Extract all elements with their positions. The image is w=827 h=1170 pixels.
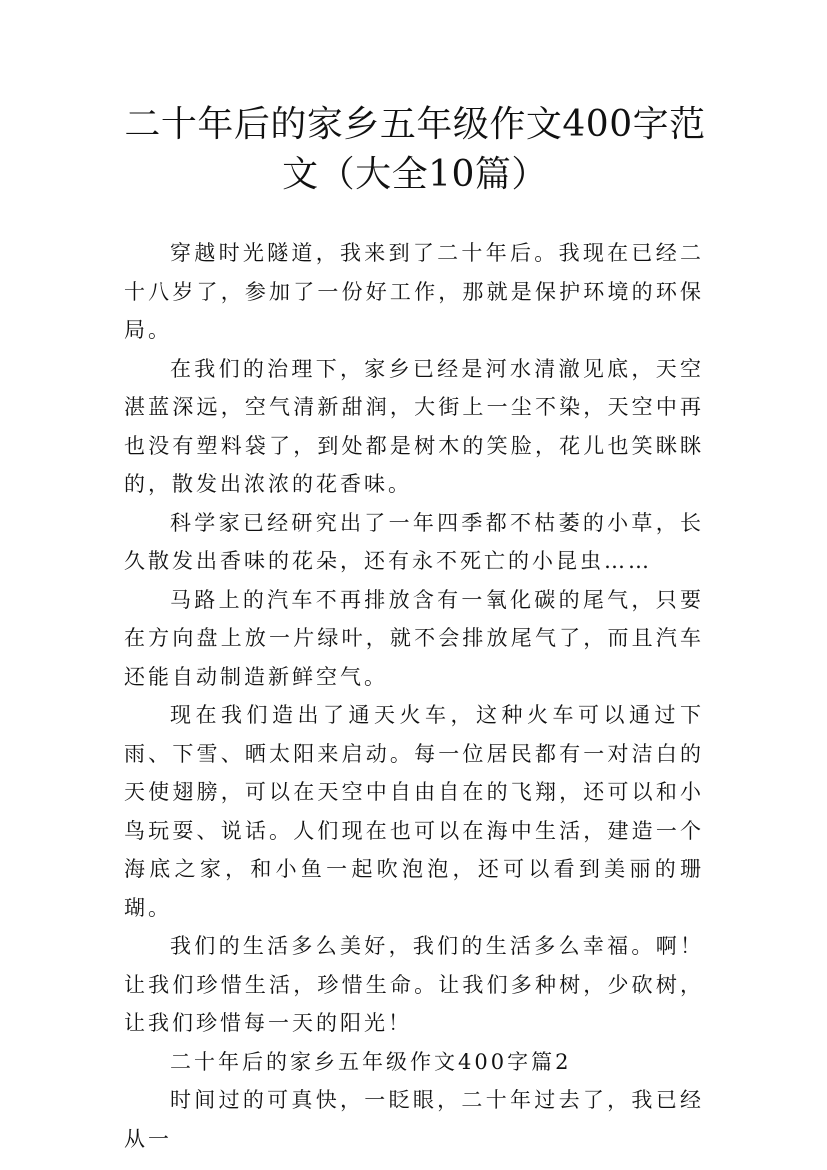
paragraph: 现在我们造出了通天火车，这种火车可以通过下雨、下雪、晒太阳来启动。每一位居民都有一对洁白的天使翅膀，可以在天空中自由自在的飞翔，还可以和小鸟玩耍、说话。人们现在也可以在海中生活，建造一个海底之家，和小鱼一起吹泡泡，还可以看到美丽的珊瑚。 <box>124 703 704 920</box>
document-body <box>124 234 704 1158</box>
paragraph: 我们的生活多么美好，我们的生活多么幸福。啊！让我们珍惜生活，珍惜生命。让我们多种树，少砍树，让我们珍惜每一天的阳光！ <box>124 934 704 1035</box>
paragraph: 穿越时光隧道，我来到了二十年后。我现在已经二十八岁了，参加了一份好工作，那就是保护环境的环保局。 <box>124 241 704 342</box>
document-title: 二十年后的家乡五年级作文400字范文（大全10篇） <box>124 104 706 195</box>
paragraph: 在我们的治理下，家乡已经是河水清澈见底，天空湛蓝深远，空气清新甜润，大街上一尘不染，天空中再也没有塑料袋了，到处都是树木的笑脸，花儿也笑眯眯的，散发出浓浓的花香味。 <box>124 356 704 496</box>
section-heading: 二十年后的家乡五年级作文400字篇2 <box>170 1049 572 1074</box>
paragraph: 科学家已经研究出了一年四季都不枯萎的小草，长久散发出香味的花朵，还有永不死亡的小昆虫…… <box>124 510 704 573</box>
paragraph: 马路上的汽车不再排放含有一氧化碳的尾气，只要在方向盘上放一片绿叶，就不会排放尾气了，而且汽车还能自动制造新鲜空气。 <box>124 587 704 689</box>
paragraph: 时间过的可真快，一眨眼，二十年过去了，我已经从一 <box>124 1088 704 1151</box>
